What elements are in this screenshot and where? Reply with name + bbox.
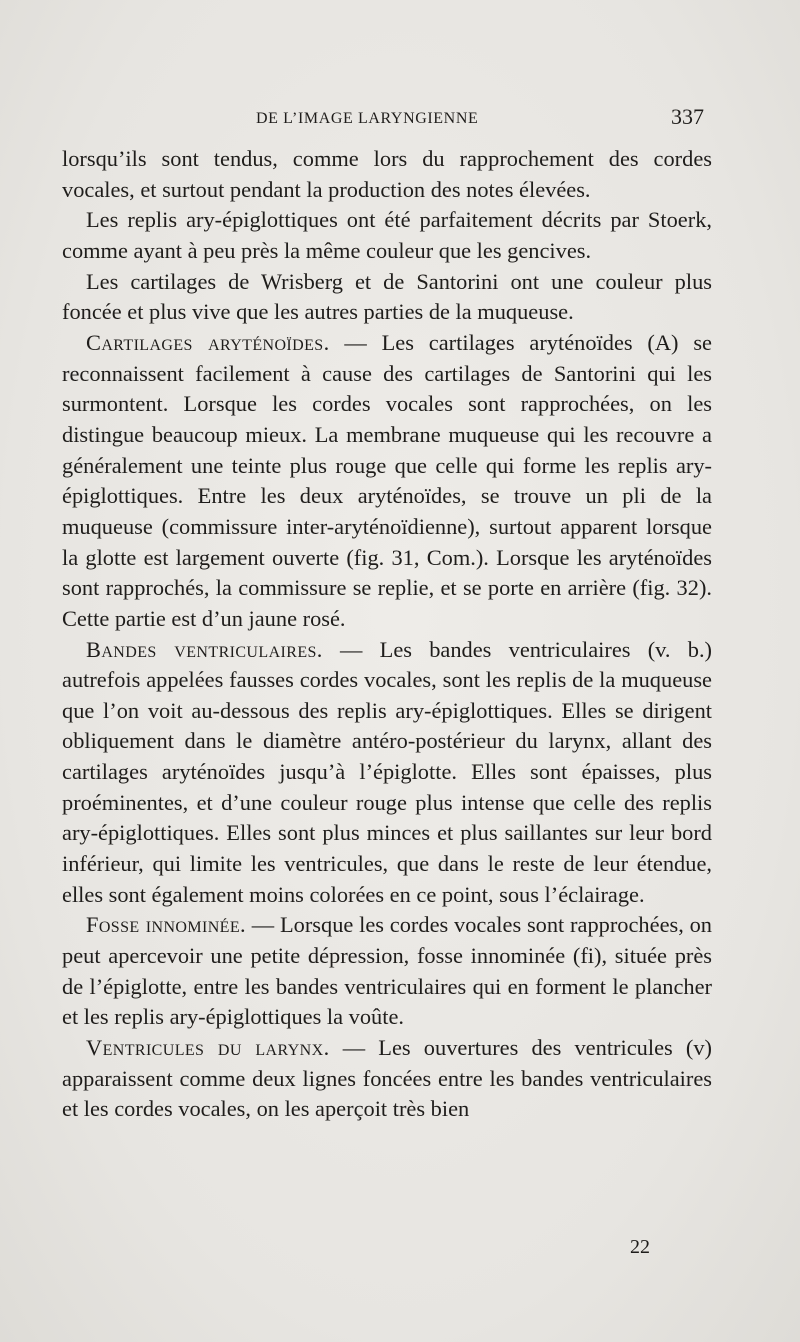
paragraph-ventricules (62, 1033, 712, 1125)
paragraph-text: Les replis ary-épiglottiques ont été parfaitement décrits par Stoerk, comme ayant à peu près la même couleur que les gencives. (62, 207, 712, 263)
section-heading: Ventricules du larynx. (86, 1035, 330, 1061)
section-heading: Cartilages aryténoïdes. (86, 329, 330, 355)
section-heading: Fosse innominée. (86, 912, 247, 938)
paragraph-continuation (62, 144, 712, 205)
section-heading: Bandes ventriculaires. (86, 636, 323, 662)
paragraph-text: — Lorsque les cordes vocales sont rapprochées, on peut apercevoir une petite dépression, fosse innominée (fi), située près de l’épiglotte, entre les bandes ventriculaires qui en forment le plancher et les replis ary-épiglottiques la voûte. (62, 912, 712, 1030)
paragraph-cartilages-arytenoides (62, 328, 712, 635)
signature-mark: 22 (630, 1236, 650, 1258)
paragraph-text: — Les ouvertures des ventricules (v) apparaissent comme deux lignes foncées entre les bandes ventriculaires et les cordes vocales, on les aperçoit très bien (62, 1035, 712, 1122)
running-title: DE L’IMAGE LARYNGIENNE (256, 110, 479, 127)
paragraph-cartilages-wrisberg (62, 267, 712, 328)
paragraph-text: lorsqu’ils sont tendus, comme lors du rapprochement des cordes vocales, et surtout pendant la production des notes élevées. (62, 146, 712, 202)
paragraph-bandes-ventriculaires (62, 635, 712, 911)
paragraph-replis (62, 205, 712, 266)
body-text (62, 144, 712, 1125)
running-head (62, 104, 712, 134)
paragraph-text: — Les cartilages aryténoïdes (A) se reconnaissent facilement à cause des cartilages de Santorini qui les surmontent. Lorsque les cordes vocales sont rapprochées, on les distingue beaucoup mieux. La membrane muqueuse qui les recouvre a généralement une teinte plus rouge que celle qui forme les replis ary-épiglottiques. Entre les deux aryténoïdes, se trouve un pli de la muqueuse (commissure inter-aryténoïdienne), surtout apparent lorsque la glotte est largement ouverte (fig. 31, Com.). Lorsque les aryténoïdes sont rapprochés, la commissure se replie, et se porte en arrière (fig. 32). Cette partie est d’un jaune rosé. (62, 329, 712, 631)
paragraph-fosse-innominee (62, 910, 712, 1033)
page-number: 337 (671, 104, 704, 129)
paragraph-text: Les cartilages de Wrisberg et de Santorini ont une couleur plus foncée et plus vive que les autres parties de la muqueuse. (62, 268, 712, 325)
paragraph-text: — Les bandes ventriculaires (v. b.) autrefois appelées fausses cordes vocales, sont les replis de la muqueuse que l’on voit au-dessous des replis ary-épiglottiques. Elles se dirigent obliquement dans le diamètre antéro-postérieur du larynx, allant des cartilages aryténoïdes jusqu’à l’épiglotte. Elles sont épaisses, plus proéminentes, et d’une couleur rouge plus intense que celle des replis ary-épiglottiques. Elles sont plus minces et plus saillantes sur leur bord inférieur, qui limite les ventricules, que dans le reste de leur étendue, elles sont également moins colorées en ce point, sous l’éclairage. (62, 636, 712, 907)
